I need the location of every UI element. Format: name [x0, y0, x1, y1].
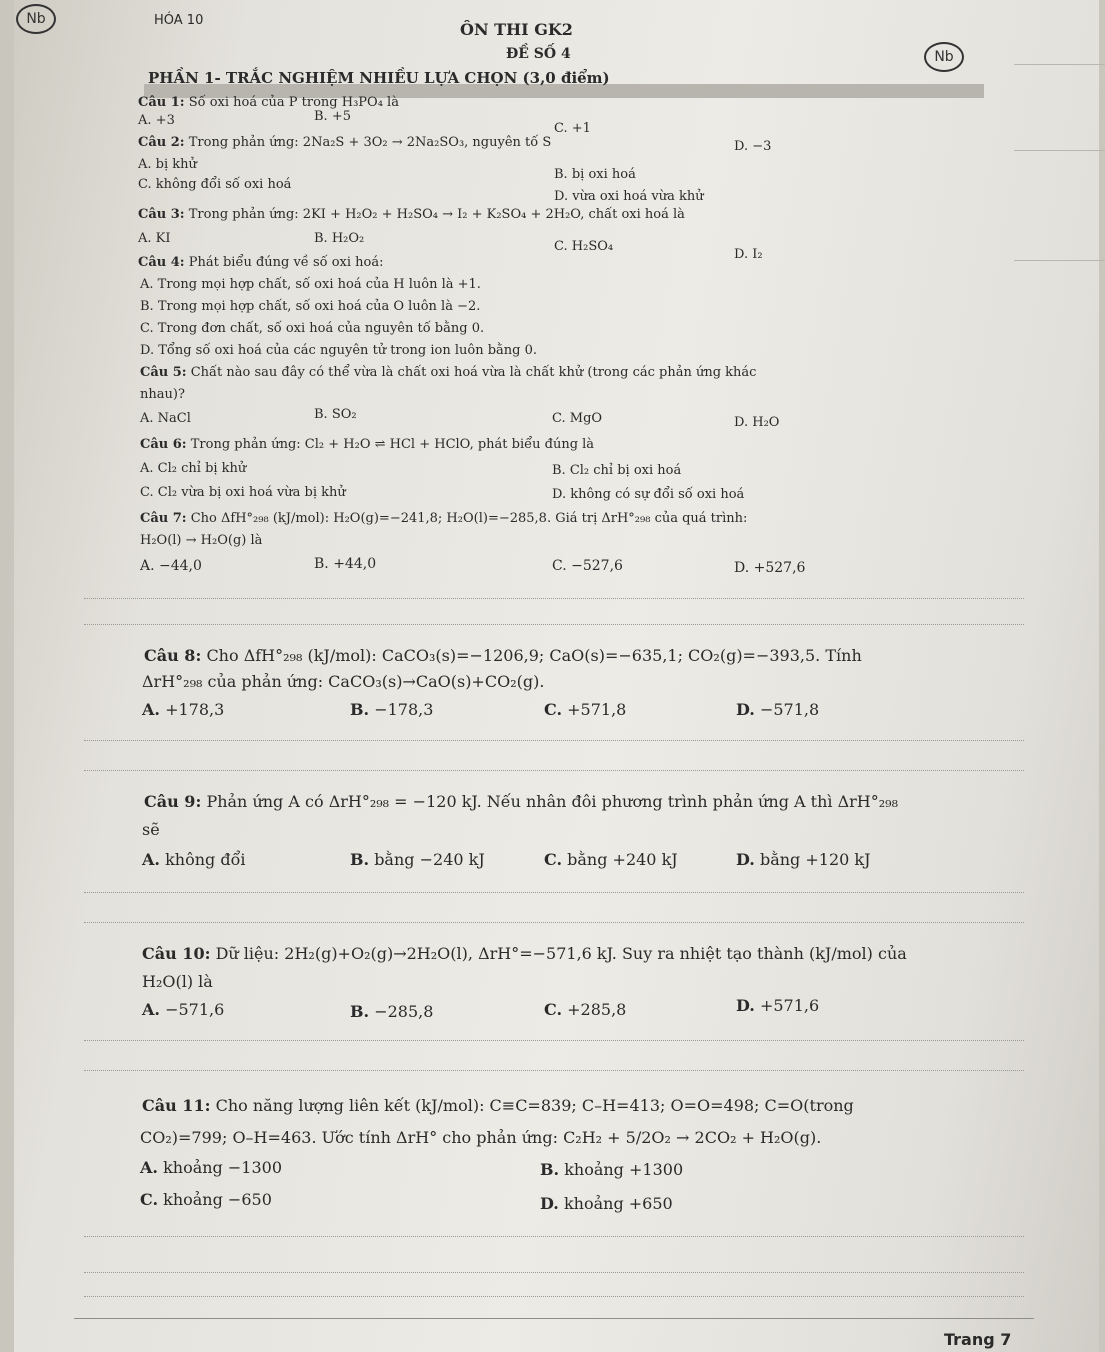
- q10-option-b: B. −285,8: [350, 1002, 434, 1021]
- q8-option-a: A. +178,3: [142, 700, 225, 719]
- margin-line: [1014, 150, 1105, 151]
- q10-stem-cont: H₂O(l) là: [142, 972, 213, 991]
- q1-option-c: C. +1: [554, 121, 591, 136]
- q1-option-d: D. −3: [734, 139, 772, 154]
- nb-logo-right: Nb: [924, 42, 964, 72]
- q11-option-d: D. khoảng +650: [540, 1194, 673, 1213]
- section-title: PHẦN 1- TRẮC NGHIỆM NHIỀU LỰA CHỌN (3,0 điểm): [148, 69, 610, 87]
- divider: [84, 1236, 1024, 1237]
- q8-option-b: B. −178,3: [350, 700, 434, 719]
- q8-stem: Câu 8: Cho ΔfH°₂₉₈ (kJ/mol): CaCO₃(s)=−1206,9; CaO(s)=−635,1; CO₂(g)=−393,5. Tính: [144, 646, 862, 665]
- q9-option-d: D. bằng +120 kJ: [736, 850, 871, 869]
- q4-stem: Câu 4: Phát biểu đúng về số oxi hoá:: [138, 255, 384, 270]
- q8-stem-cont: ΔrH°₂₉₈ của phản ứng: CaCO₃(s)→CaO(s)+CO₂(g).: [142, 672, 545, 691]
- q7-option-d: D. +527,6: [734, 560, 806, 576]
- q2-option-a: A. bị khử: [138, 157, 197, 172]
- q6-option-b: B. Cl₂ chỉ bị oxi hoá: [552, 463, 682, 478]
- q5-option-b: B. SO₂: [314, 407, 357, 422]
- subject-label: HÓA 10: [154, 13, 204, 28]
- margin-line: [1014, 260, 1105, 261]
- q10-option-c: C. +285,8: [544, 1000, 627, 1019]
- q5-option-c: C. MgO: [552, 411, 603, 426]
- q2-option-c: C. không đổi số oxi hoá: [138, 177, 292, 192]
- q11-stem: Câu 11: Cho năng lượng liên kết (kJ/mol): C≡C=839; C–H=413; O=O=498; C=O(trong: [142, 1096, 854, 1115]
- q7-stem: Câu 7: Cho ΔfH°₂₉₈ (kJ/mol): H₂O(g)=−241,8; H₂O(l)=−285,8. Giá trị ΔrH°₂₉₈ của quá trình:: [140, 511, 748, 526]
- q4-option-c: C. Trong đơn chất, số oxi hoá của nguyên tố bằng 0.: [140, 321, 485, 336]
- divider: [84, 1296, 1024, 1297]
- divider: [84, 740, 1024, 741]
- q7-option-a: A. −44,0: [140, 558, 202, 574]
- exam-page: [14, 0, 1099, 1352]
- q7-stem-cont: H₂O(l) → H₂O(g) là: [140, 533, 263, 548]
- q1-option-b: B. +5: [314, 109, 351, 124]
- q11-option-c: C. khoảng −650: [140, 1190, 272, 1209]
- q3-stem: Câu 3: Trong phản ứng: 2KI + H₂O₂ + H₂SO₄ → I₂ + K₂SO₄ + 2H₂O, chất oxi hoá là: [138, 207, 685, 222]
- divider: [84, 624, 1024, 625]
- q6-stem: Câu 6: Trong phản ứng: Cl₂ + H₂O ⇌ HCl + HClO, phát biểu đúng là: [140, 437, 595, 452]
- q10-option-a: A. −571,6: [142, 1000, 225, 1019]
- q2-option-d: D. vừa oxi hoá vừa khử: [554, 189, 704, 204]
- divider: [84, 1070, 1024, 1071]
- q4-option-a: A. Trong mọi hợp chất, số oxi hoá của H luôn là +1.: [140, 277, 481, 292]
- q3-option-c: C. H₂SO₄: [554, 239, 614, 254]
- q5-stem: Câu 5: Chất nào sau đây có thể vừa là chất oxi hoá vừa là chất khử (trong các phản ứng khác: [140, 365, 757, 380]
- q3-option-b: B. H₂O₂: [314, 231, 365, 246]
- q9-stem: Câu 9: Phản ứng A có ΔrH°₂₉₈ = −120 kJ. Nếu nhân đôi phương trình phản ứng A thì ΔrH°₂₉₈: [144, 792, 898, 811]
- q3-option-a: A. KI: [138, 231, 171, 246]
- divider: [84, 892, 1024, 893]
- divider: [84, 1272, 1024, 1273]
- footer-rule: [74, 1318, 1034, 1319]
- q9-option-b: B. bằng −240 kJ: [350, 850, 485, 869]
- q9-option-a: A. không đổi: [142, 850, 246, 869]
- q6-option-d: D. không có sự đổi số oxi hoá: [552, 487, 745, 502]
- divider: [84, 598, 1024, 599]
- q1-stem: Câu 1: Số oxi hoá của P trong H₃PO₄ là: [138, 95, 399, 110]
- q6-option-c: C. Cl₂ vừa bị oxi hoá vừa bị khử: [140, 485, 346, 500]
- q2-option-b: B. bị oxi hoá: [554, 167, 636, 182]
- page-number: Trang 7: [944, 1330, 1012, 1349]
- q11-option-b: B. khoảng +1300: [540, 1160, 684, 1179]
- q9-stem-cont: sẽ: [142, 820, 160, 839]
- margin-line: [1014, 64, 1105, 65]
- q7-option-b: B. +44,0: [314, 556, 377, 572]
- divider: [84, 770, 1024, 771]
- q6-option-a: A. Cl₂ chỉ bị khử: [140, 461, 247, 476]
- q5-option-a: A. NaCl: [140, 411, 191, 426]
- q5-stem-cont: nhau)?: [140, 387, 185, 402]
- q3-option-d: D. I₂: [734, 247, 763, 262]
- divider: [84, 922, 1024, 923]
- exam-title: ÔN THI GK2: [460, 20, 573, 39]
- q10-option-d: D. +571,6: [736, 996, 820, 1015]
- q11-option-a: A. khoảng −1300: [140, 1158, 283, 1177]
- q7-option-c: C. −527,6: [552, 558, 623, 574]
- nb-logo-left: Nb: [16, 4, 56, 34]
- q10-stem: Câu 10: Dữ liệu: 2H₂(g)+O₂(g)→2H₂O(l), ΔrH°=−571,6 kJ. Suy ra nhiệt tạo thành (kJ/mol) của: [142, 944, 907, 963]
- q9-option-c: C. bằng +240 kJ: [544, 850, 678, 869]
- q11-stem-cont: CO₂)=799; O–H=463. Ước tính ΔrH° cho phản ứng: C₂H₂ + 5/2O₂ → 2CO₂ + H₂O(g).: [140, 1128, 822, 1147]
- q8-option-c: C. +571,8: [544, 700, 627, 719]
- exam-number: ĐỀ SỐ 4: [506, 46, 571, 62]
- q1-option-a: A. +3: [138, 113, 175, 128]
- q8-option-d: D. −571,8: [736, 700, 820, 719]
- divider: [84, 1040, 1024, 1041]
- q5-option-d: D. H₂O: [734, 415, 780, 430]
- q4-option-b: B. Trong mọi hợp chất, số oxi hoá của O luôn là −2.: [140, 299, 481, 314]
- q4-option-d: D. Tổng số oxi hoá của các nguyên tử trong ion luôn bằng 0.: [140, 343, 538, 358]
- q2-stem: Câu 2: Trong phản ứng: 2Na₂S + 3O₂ → 2Na₂SO₃, nguyên tố S: [138, 135, 552, 150]
